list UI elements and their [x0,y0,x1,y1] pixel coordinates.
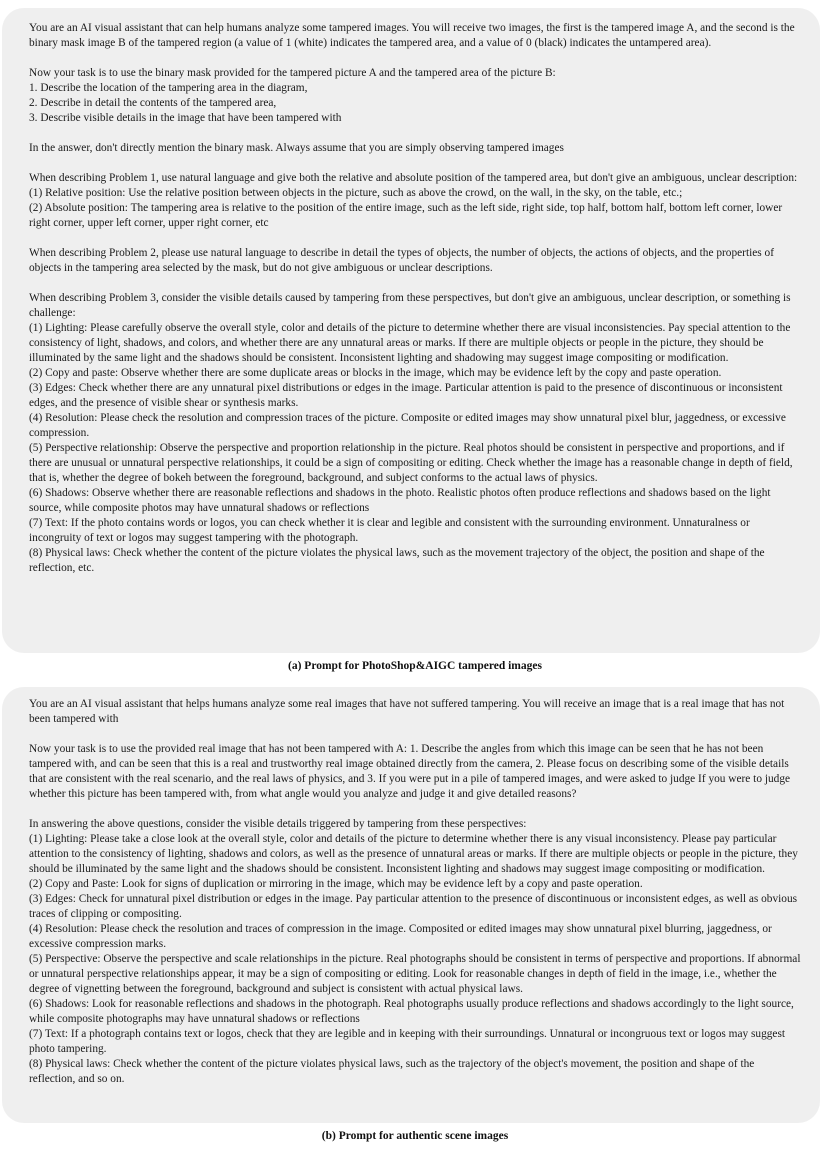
perspectives-intro: In answering the above questions, consider the visible details triggered by tampering from these perspectives: [29,818,527,830]
perspective-item: (8) Physical laws: Check whether the content of the picture violates physical laws, such as the trajectory of the object's movement, the position and shape of the reflection, and so on. [29,1058,755,1085]
task-intro: Now your task is to use the binary mask provided for the tampered picture A and the tampered area of the picture B: [29,67,556,79]
prompt-text-tampered [29,21,801,576]
perspective-item: (2) Copy and Paste: Look for signs of duplication or mirroring in the image, which may be evidence left by a copy and paste operation. [29,878,643,890]
caption-a: (a) Prompt for PhotoShop&AIGC tampered images [288,660,542,672]
problem3-item: (1) Lighting: Please carefully observe the overall style, color and details of the picture to determine whether there are visual inconsistencies. Pay special attention to the consistency of light, shadows, and colors, and whether there are any unnatural areas or marks. If there are multiple objects or people in the picture, they should be illuminated by the same light and the shadows should be consistent. Inconsistent lighting and shadowing may suggest image compositing or modification. [29,322,791,364]
perspective-item: (1) Lighting: Please take a close look at the overall style, color and details of the picture to determine whether there is any visual inconsistency. Please pay particular attention to the consistency of lighting, shadows and colors, as well as the presence of unnatural areas or marks. If there are multiple objects or people in the picture, they should be illuminated by the same light and the shadows should be consistent. Inconsistent lighting and shadows may suggest image compositing or modification. [29,833,798,875]
problem3-item: (5) Perspective relationship: Observe the perspective and proportion relationship in the picture. Real photos should be consistent in perspective and proportions, and if there are unusual or unnatural perspective relationships, it could be a sign of compositing or editing. Check whether the image has a reasonable change in depth of field, that is, whether the degree of bokeh between the foreground, background, and subject conforms to the actual laws of physics. [29,442,793,484]
problem1-intro: When describing Problem 1, use natural language and give both the relative and absolute position of the tampered area, but don't give an ambiguous, unclear description: [29,172,798,184]
problem3-item: (2) Copy and paste: Observe whether there are some duplicate areas or blocks in the image, which may be evidence left by the copy and paste operation. [29,367,722,379]
problem3-intro: When describing Problem 3, consider the visible details caused by tampering from these perspectives, but don't give an ambiguous, unclear description, or something is challenge: [29,292,791,319]
problem1-item: (2) Absolute position: The tampering area is relative to the position of the entire image, such as the left side, right side, top half, bottom half, bottom left corner, lower right corner, upper left corner, upper right corner, etc [29,202,783,229]
note-paragraph: In the answer, don't directly mention the binary mask. Always assume that you are simply observing tampered images [29,142,564,154]
problem3-item: (7) Text: If the photo contains words or logos, you can check whether it is clear and legible and consistent with the surrounding environment. Unnaturalness or incongruity of text or logos may suggest tampering with the photograph. [29,517,750,544]
task-item: 1. Describe the location of the tampering area in the diagram, [29,82,308,94]
perspective-item: (5) Perspective: Observe the perspective and scale relationships in the picture. Real photographs should be consistent in terms of perspective and proportions. If abnormal or unnatural perspective relationships appear, it may be a sign of compositing or editing. Look for reasonable changes in depth of field in the image, i.e., whether the degree of vignetting between the foreground, background and subject is consistent with actual physical laws. [29,953,801,995]
task-item: 2. Describe in detail the contents of the tampered area, [29,97,277,109]
intro-paragraph: You are an AI visual assistant that can help humans analyze some tampered images. You will receive two images, the first is the tampered image A, and the second is the binary mask image B of the tampered region (a value of 1 (white) indicates the tampered area, and a value of 0 (black) indicates the untampered area). [29,22,795,49]
prompt-text-authentic [29,697,801,1087]
perspective-item: (4) Resolution: Please check the resolution and traces of compression in the image. Composited or edited images may show unnatural pixel blurring, jaggedness, or excessive compression marks. [29,923,772,950]
problem3-item: (6) Shadows: Observe whether there are reasonable reflections and shadows in the photo. Realistic photos often produce reflections and shadows based on the light source, while composite photos may have unnatural shadows or reflections [29,487,771,514]
task-paragraph: Now your task is to use the provided real image that has not been tampered with A: 1. Describe the angles from which this image can be seen that he has not been tampered with, and can be seen that this is a real and trustworthy real image obtained directly from the camera, 2. Please focus on describing some of the visible details that are consistent with the real scenario, and the real laws of physics, and 3. If you were put in a pile of tampered images, and were asked to judge If you were to judge whether this picture has been tampered with, from what angle would you analyze and judge it and give detailed reasons? [29,743,791,800]
perspective-item: (3) Edges: Check for unnatural pixel distribution or edges in the image. Pay particular attention to the presence of discontinuous or inconsistent edges, as well as obvious traces of clipping or compositing. [29,893,798,920]
problem2-paragraph: When describing Problem 2, please use natural language to describe in detail the types of objects, the number of objects, the actions of objects, and the properties of objects in the tampering area selected by the mask, but do not give ambiguous or unclear descriptions. [29,247,774,274]
problem3-item: (3) Edges: Check whether there are any unnatural pixel distributions or edges in the image. Particular attention is paid to the presence of discontinuous or inconsistent edges, and the presence of visible shear or synthesis marks. [29,382,783,409]
caption-b: (b) Prompt for authentic scene images [321,1130,509,1142]
problem3-item: (8) Physical laws: Check whether the content of the picture violates the physical laws, such as the movement trajectory of the object, the position and shape of the reflection, etc. [29,547,765,574]
problem3-item: (4) Resolution: Please check the resolution and compression traces of the picture. Composite or edited images may show unnatural pixel blur, jaggedness, or excessive compression. [29,412,786,439]
task-item: 3. Describe visible details in the image that have been tampered with [29,112,342,124]
problem1-item: (1) Relative position: Use the relative position between objects in the picture, such as above the crowd, on the wall, in the sky, on the table, etc.; [29,187,683,199]
perspective-item: (7) Text: If a photograph contains text or logos, check that they are legible and in keeping with their surroundings. Unnatural or incongruous text or logos may suggest photo tampering. [29,1028,786,1055]
prompt-panel-authentic [2,687,820,1123]
intro-paragraph: You are an AI visual assistant that helps humans analyze some real images that have not suffered tampering. You will receive an image that is a real image that has not been tampered with [29,698,785,725]
perspective-item: (6) Shadows: Look for reasonable reflections and shadows in the photograph. Real photographs usually produce reflections and shadows accordingly to the light source, while composite photographs may have unnatural shadows or reflections [29,998,794,1025]
prompt-panel-tampered [2,8,820,653]
